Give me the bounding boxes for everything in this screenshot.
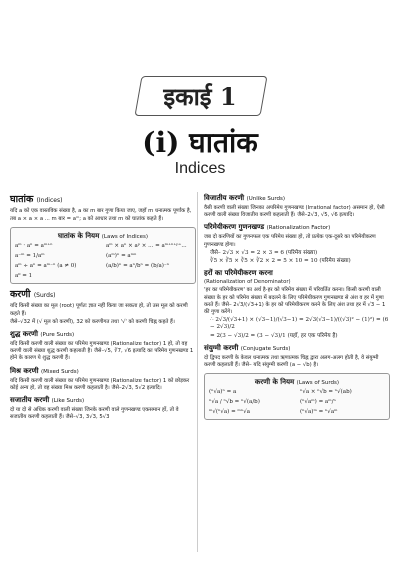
rationalization-factor-para: जब दो करणियों का गुणनफल एक परिमेय संख्या हो, तो प्रत्येक एक-दूसरे का परिमेयीकरण गुणनखण्ड होगा।	[204, 234, 376, 248]
surd-law: ᵐ√(ⁿ√a) = ᵐⁿ√a	[209, 409, 250, 416]
index-law: aᵐ · aⁿ = aᵐ⁺ⁿ	[15, 243, 53, 250]
index-law: a⁰ = 1	[15, 273, 33, 280]
rationalization-factor-heading-en: (Rationalization Factor)	[266, 225, 331, 232]
conjugate-surds-heading	[204, 343, 390, 354]
indices-heading-en: (Indices)	[36, 197, 63, 204]
indices-heading-hi: घातांक	[10, 194, 34, 205]
surd-law: ⁿ√a / ⁿ√b = ⁿ√(a/b)	[209, 399, 260, 406]
chapter-title: (i) घातांक	[142, 126, 258, 159]
mixed-surds-heading-en: (Mixed Surds)	[40, 368, 79, 375]
column-divider	[197, 192, 198, 552]
chapter-subtitle: Indices	[174, 160, 226, 177]
rationalize-denominator-eq-2: = 2(3 − √3)/2 = (3 − √3)/1 (यहाँ, हर एक परिमेय है)	[210, 332, 338, 339]
index-law: aᵐ ÷ aⁿ = aᵐ⁻ⁿ (a ≠ 0)	[15, 263, 77, 270]
index-law: (a/b)ⁿ = aⁿ/bⁿ = (b/a)⁻ⁿ	[106, 263, 170, 270]
surds-heading-hi: करणी	[10, 289, 31, 301]
mixed-surds-heading-hi: मिश्र करणी	[10, 366, 39, 375]
surds-heading	[10, 288, 196, 302]
indices-heading	[10, 193, 196, 207]
surds-para-2: जैसे–√32 में (√ मूल को करणी), 32 को करणीगत तथा '√' को करणी चिह्न कहते हैं।	[10, 318, 175, 325]
laws-of-surds-list	[209, 388, 385, 416]
mixed-surds-heading	[10, 366, 196, 377]
laws-of-indices-heading-hi: घातांक के नियम	[57, 232, 100, 241]
index-law: aᵐ × aⁿ × aᵖ × ... = aᵐ⁺ⁿ⁺ᵖ⁺...	[106, 243, 187, 250]
surd-law: (ⁿ√a)ⁿ = a	[209, 389, 237, 396]
like-surds-heading-hi: सजातीय करणी	[10, 396, 50, 405]
rationalize-denominator-eq-1: ∴ 2√3/(√3+1) × (√3−1)/(√3−1) = 2√3(√3−1)/((√3)² − (1)²) = (6 − 2√3)/2	[210, 317, 389, 331]
pure-surds-heading	[10, 329, 196, 340]
rationalization-factor-heading	[204, 222, 390, 233]
surd-law: (ⁿ√aᵐ) = aᵐ/ⁿ	[300, 399, 336, 406]
laws-of-indices-box	[10, 227, 196, 284]
surd-law: ⁿ√a × ⁿ√b = ⁿ√(ab)	[300, 389, 352, 396]
surds-heading-en: (Surds)	[33, 292, 56, 300]
pure-surds-heading-hi: शुद्ध करणी	[10, 330, 38, 339]
unlike-surds-heading	[204, 193, 390, 204]
left-column	[10, 190, 196, 422]
indices-para-2: तब a × a × a ... m बार = aᵐ; a को आधार तथा m को घातांक कहते हैं।	[10, 216, 164, 223]
surds-para-1: यदि किसी संख्या का मूल (root) पूर्णतः ज्ञात नहीं किया जा सकता हो, तो उस मूल को करणी कहते हैं।	[10, 303, 188, 317]
right-column	[204, 190, 390, 424]
conjugate-surds-para: दो द्विपद करणी के केवल धनात्मक तथा ऋणात्मक चिह्न द्वारा अलग-अलग होती है, वे संयुग्मी करणी कहलाती हैं। जैसे– यदि संयुग्मी करणी (a − √b) है।	[204, 354, 379, 369]
laws-of-indices-list	[15, 242, 191, 280]
rationalization-example-1: जैसे– 2√3 × √3 = 2 × 3 = 6 (परिमेय संख्या)	[210, 249, 318, 256]
laws-of-surds-box	[204, 373, 390, 420]
rationalize-denominator-heading	[204, 268, 390, 278]
rationalization-factor-heading-hi: परिमेयीकरण गुणनखण्ड	[204, 223, 265, 232]
rationalize-denominator-para: 'हर का परिमेयीकरण' का अर्थ है-हर को परिमेय संख्या में परिवर्तित करना। किसी करणी वाली संख्या के हर को परिमेय संख्या में बदलने के लिए परिमेयीकरण गुणनखण्ड से अंश व हर में गुणा करते हैं। जैसे– 2√3/(√3+1) के हर को परिमेयीकरण करने के लिए अंश तथा हर में √3 − 1 की गुणा करेंगे।	[204, 287, 386, 316]
laws-of-indices-heading	[15, 231, 191, 242]
laws-of-surds-heading	[209, 377, 385, 388]
index-law: (aᵐ)ⁿ = aᵐⁿ	[106, 253, 137, 260]
conjugate-surds-heading-en: (Conjugate Surds)	[240, 345, 291, 352]
rationalization-example-2: ∛5 × ∛5 × ∛5 × ∛2 × 2 = 5 × 10 = 10 (परिमेय संख्या)	[210, 258, 351, 265]
rationalize-denominator-heading-hi: हरों का परिमेयीकरण करना	[204, 269, 273, 278]
unlike-surds-heading-hi: विजातीय करणी	[204, 194, 245, 202]
index-law: a⁻ᵐ = 1/aᵐ	[15, 253, 45, 260]
laws-of-indices-heading-en: (Laws of Indices)	[101, 234, 149, 241]
rationalize-denominator-heading-en: (Rationalization of Denominator)	[204, 279, 291, 286]
laws-of-surds-heading-en: (Laws of Surds)	[296, 380, 340, 387]
pure-surds-para: यदि किसी करणी वाली संख्या का परिमेय गुणनखण्ड (Rationalize factor) 1 हो, तो वह करणी वाली संख्या शुद्ध करणी कहलाती है। जैसे–√5, ∛7, √6 इत्यादि का परिमेय गुणनखण्ड 1 होने के कारण ये शुद्ध करणी हैं।	[10, 341, 194, 362]
unlike-surds-para: वैसी करणी वाली संख्या जिनका अपरिमेय गुणनखण्ड (Irrational factor) असमान हो, ऐसी करणी वाली संख्या विजातीय करणी कहलाती हैं। जैसे–2√3, √5, √6 इत्यादि।	[204, 205, 385, 219]
conjugate-surds-heading-hi: संयुग्मी करणी	[204, 343, 239, 352]
unit-badge	[138, 70, 262, 114]
pure-surds-heading-en: (Pure Surds)	[40, 332, 75, 339]
like-surds-heading-en: (Like Surds)	[51, 398, 85, 405]
surd-law: (ⁿ√a)ᵐ = ⁿ√aᵐ	[300, 409, 338, 416]
unit-label: इकाई 1	[163, 82, 237, 111]
mixed-surds-para: यदि किसी करणी वाली संख्या का परिमेय गुणनखण्ड (Rationalize factor) 1 को छोड़कर कोई अन्य हो, तो वह संख्या मिश्र करणी कहलाती है। जैसे–2√3, 5√2 इत्यादि।	[10, 377, 190, 391]
laws-of-surds-heading-hi: करणी के नियम	[254, 378, 295, 387]
like-surds-heading	[10, 395, 196, 406]
indices-para-1: यदि a को एक वास्तविक संख्या है, a का m बार गुणा किया जाए, जहाँ m धनात्मक पूर्णांक है,	[10, 208, 192, 214]
unlike-surds-heading-en: (Unlike Surds)	[246, 196, 286, 202]
like-surds-para: दो या दो से अधिक करणी वाली संख्या जिनके करणी वाले गुणनखण्ड एकसमान हों, तो वे सजातीय करणी कहलाती हैं। जैसे–√3, 3√3, 5√3	[10, 407, 179, 421]
